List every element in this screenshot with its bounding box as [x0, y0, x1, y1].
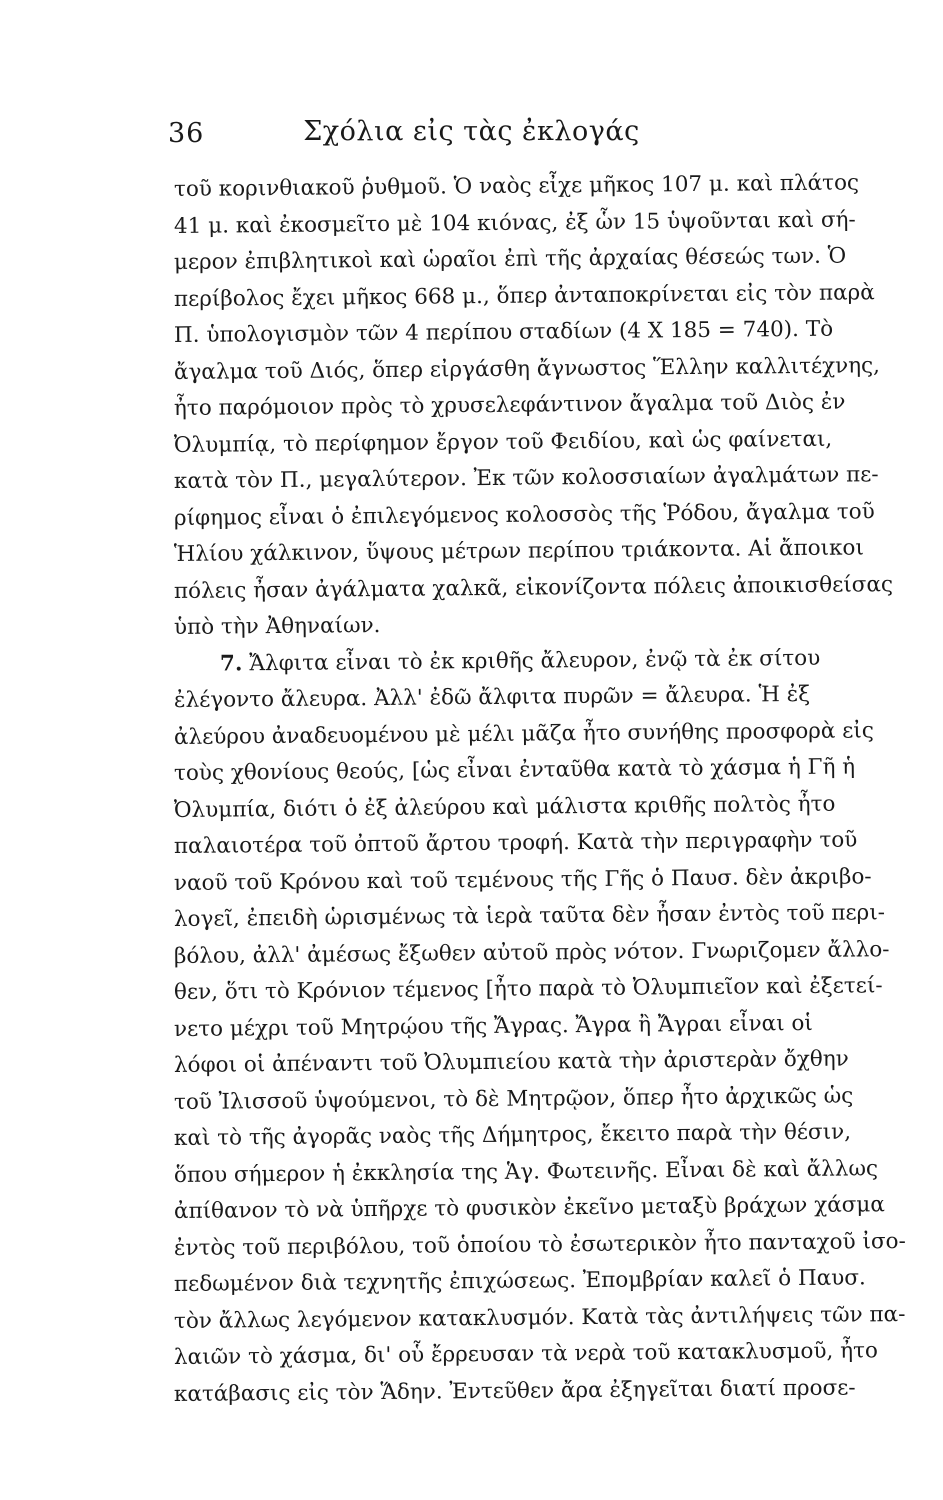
- text-line: ρίφημος εἶναι ὁ ἐπιλεγόμενος κολοσσὸς τῆς Ῥόδου, ἄγαλμα τοῦ: [173, 498, 875, 531]
- text-line: περίβολος ἔχει μῆκος 668 μ., ὅπερ ἀνταποκρίνεται εἰς τὸν παρὰ: [173, 279, 875, 312]
- text-line: νετο μέχρι τοῦ Μητρῴου τῆς Ἄγρας. Ἄγρα ἢ Ἄγραι εἶναι οἱ: [173, 1010, 813, 1042]
- text-line: τοῦ Ἰλισσοῦ ὑψούμενοι, τὸ δὲ Μητρῷον, ὅπερ ἦτο ἀρχικῶς ὡς: [173, 1082, 854, 1115]
- page-number: 36: [168, 118, 205, 149]
- text-line: ἀλεύρου ἀναδευομένου μὲ μέλι μᾶζα ἦτο συνήθης προσφορὰ εἰς: [173, 717, 874, 750]
- text-line: τοῦ κορινθιακοῦ ῥυθμοῦ. Ὁ ναὸς εἶχε μῆκος 107 μ. καὶ πλάτος: [173, 170, 860, 202]
- paragraph-first-line-text: Ἄλφιτα εἶναι τὸ ἐκ κριθῆς ἄλευρον, ἐνῷ τὰ ἐκ σίτου: [249, 645, 821, 676]
- text-line: λόφοι οἱ ἀπέναντι τοῦ Ὀλυμπιείου κατὰ τὴν ἀριστερὰν ὄχθην: [173, 1046, 849, 1078]
- text-line: πόλεις ἦσαν ἀγάλματα χαλκᾶ, εἰκονίζοντα πόλεις ἀποικισθείσας: [173, 571, 894, 604]
- text-line: πεδωμένον διὰ τεχνητῆς ἐπιχώσεως. Ἐπομβρίαν καλεῖ ὁ Παυσ.: [173, 1265, 866, 1297]
- running-title: Σχόλια εἰς τὰς ἐκλογάς: [303, 116, 640, 147]
- text-line: Π. ὑπολογισμὸν τῶν 4 περίπου σταδίων (4 X 185 = 740). Τὸ: [173, 316, 834, 348]
- text-line: 41 μ. καὶ ἐκοσμεῖτο μὲ 104 κιόνας, ἐξ ὧν 15 ὑψοῦνται καὶ σή-: [173, 206, 856, 239]
- text-line: Ὀλυμπίᾳ, τὸ περίφημον ἔργον τοῦ Φειδίου, καὶ ὡς φαίνεται,: [173, 426, 833, 458]
- text-line: τὸν ἄλλως λεγόμενον κατακλυσμόν. Κατὰ τὰς ἀντιλήψεις τῶν πα-: [173, 1301, 906, 1334]
- text-line: ἄγαλμα τοῦ Διός, ὅπερ εἰργάσθη ἄγνωστος Ἕλλην καλλιτέχνης,: [173, 352, 881, 385]
- text-line: κατάβασις εἰς τὸν Ἅδην. Ἐντεῦθεν ἄρα ἐξηγεῖται διατί προσε-: [173, 1374, 856, 1407]
- text-line: ὑπὸ τὴν Ἀθηναίων.: [173, 613, 381, 640]
- text-line: λαιῶν τὸ χάσμα, δι' οὗ ἔρρευσαν τὰ νερὰ τοῦ κατακλυσμοῦ, ἦτο: [173, 1338, 878, 1370]
- text-line: παλαιοτέρα τοῦ ὀπτοῦ ἄρτου τροφή. Κατὰ τὴν περιγραφὴν τοῦ: [173, 827, 858, 859]
- text-line: ἀπίθανον τὸ νὰ ὑπῆρχε τὸ φυσικὸν ἐκεῖνο μεταξὺ βράχων χάσμα: [173, 1192, 885, 1224]
- text-line: ὅπου σήμερον ἡ ἐκκλησία της Ἁγ. Φωτεινῆς. Εἶναι δὲ καὶ ἄλλως: [173, 1155, 879, 1188]
- text-line: καὶ τὸ τῆς ἀγορᾶς ναὸς τῆς Δήμητρος, ἔκειτο παρὰ τὴν θέσιν,: [173, 1119, 852, 1151]
- text-line: ἐλέγοντο ἄλευρα. Ἀλλ' ἐδῶ ἄλφιτα πυρῶν = ἄλευρα. Ἡ ἐξ: [173, 681, 811, 713]
- body-text: [174, 172, 936, 1413]
- text-line: κατὰ τὸν Π., μεγαλύτερον. Ἐκ τῶν κολοσσιαίων ἀγαλμάτων πε-: [173, 462, 879, 494]
- text-line: Ὀλυμπία, διότι ὁ ἐξ ἀλεύρου καὶ μάλιστα κριθῆς πολτὸς ἦτο: [173, 791, 836, 823]
- text-line: τοὺς χθονίους θεούς, [ὡς εἶναι ἐνταῦθα κατὰ τὸ χάσμα ἡ Γῆ ἡ: [173, 754, 856, 786]
- section-marker: 7.: [219, 650, 243, 677]
- text-line: βόλου, ἀλλ' ἀμέσως ἔξωθεν αὐτοῦ πρὸς νότον. Γνωριζομεν ἄλλο-: [173, 936, 890, 969]
- text-line: Ἡλίου χάλκινον, ὕψους μέτρων περίπου τριάκοντα. Αἱ ἄποικοι: [173, 535, 864, 567]
- text-line: θεν, ὅτι τὸ Κρόνιον τέμενος [ἦτο παρὰ τὸ Ὀλυμπιεῖον καὶ ἐξετεί-: [173, 973, 883, 1005]
- text-line: ἐντὸς τοῦ περιβόλου, τοῦ ὁποίου τὸ ἐσωτερικὸν ἦτο πανταχοῦ ἰσο-: [173, 1228, 906, 1261]
- text-line: ναοῦ τοῦ Κρόνου καὶ τοῦ τεμένους τῆς Γῆς ὁ Παυσ. δὲν ἀκριβο-: [173, 863, 872, 896]
- text-line: μερον ἐπιβλητικοὶ καὶ ὡραῖοι ἐπὶ τῆς ἀρχαίας θέσεώς των. Ὁ: [173, 243, 847, 275]
- text-line: λογεῖ, ἐπειδὴ ὡρισμένως τὰ ἱερὰ ταῦτα δὲν ἦσαν ἐντὸς τοῦ περι-: [173, 900, 886, 932]
- text-line: ἦτο παρόμοιον πρὸς τὸ χρυσελεφάντινον ἄγαλμα τοῦ Διὸς ἐν: [173, 389, 846, 421]
